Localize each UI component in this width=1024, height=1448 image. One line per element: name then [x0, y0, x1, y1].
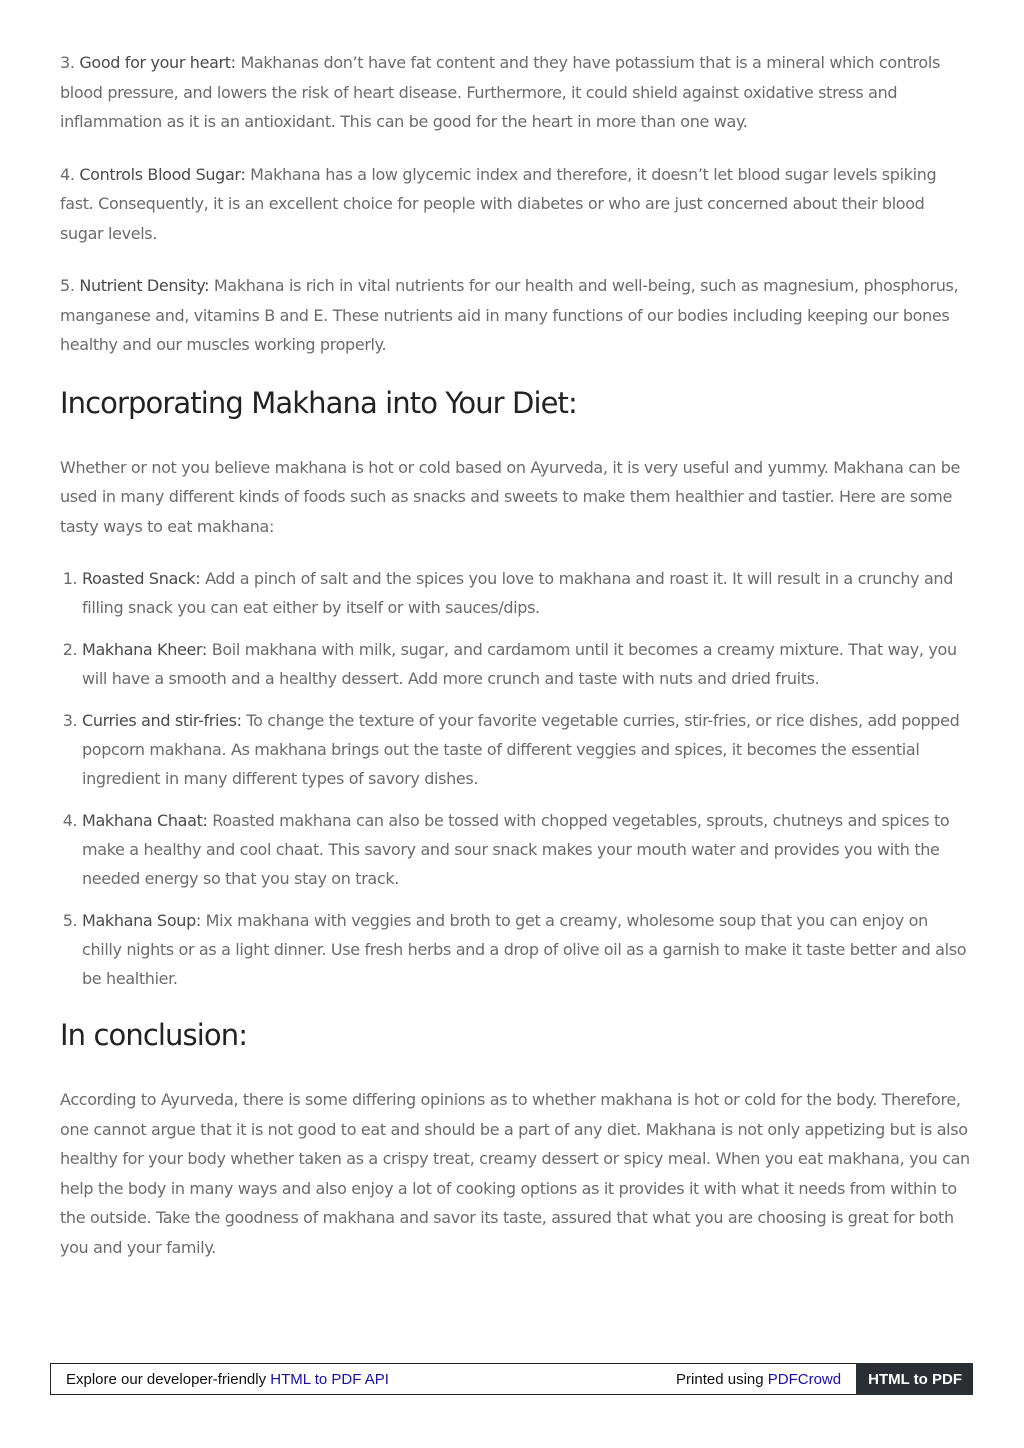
- recipe-title: Curries and stir-fries:: [82, 711, 242, 730]
- footer-left: [51, 1371, 676, 1388]
- benefit-paragraph: [60, 160, 970, 249]
- diet-intro-paragraph: Whether or not you believe makhana is hot or cold based on Ayurveda, it is very useful and yummy. Makhana can be used in many different kinds of foods such as snacks and sweets to make them healthier and tastier. Here are some tasty ways to eat makhana:: [60, 457, 961, 536]
- recipe-title: Roasted Snack:: [82, 569, 201, 588]
- recipe-list-item: [82, 706, 970, 793]
- recipe-list-item: [82, 806, 970, 893]
- footer-right: [676, 1371, 856, 1388]
- footer-left-text: Explore our developer-friendly: [66, 1370, 271, 1388]
- benefit-title: Good for your heart:: [79, 53, 236, 72]
- recipe-list-item: [82, 564, 970, 622]
- benefit-number: 3.: [60, 53, 75, 72]
- recipe-list-item: [82, 635, 970, 693]
- pdfcrowd-link[interactable]: PDFCrowd: [767, 1370, 842, 1388]
- section-heading-conclusion: In conclusion:: [60, 1018, 248, 1052]
- recipe-text: Add a pinch of salt and the spices you love to makhana and roast it. It will result in a crunchy and filling snack you can eat either by itself or with sauces/dips.: [82, 569, 954, 617]
- recipe-list-item: [82, 906, 970, 993]
- recipe-title: Makhana Kheer:: [82, 640, 207, 659]
- recipe-title: Makhana Chaat:: [82, 811, 208, 830]
- recipe-title: Makhana Soup:: [82, 911, 201, 930]
- conclusion-paragraph: According to Ayurveda, there is some differing opinions as to whether makhana is hot or cold for the body. Therefore, one cannot argue that it is not good to eat and should be a part of any diet. Makhana is not only appetizing but is also healthy for your body whether taken as a crispy treat, creamy dessert or spicy meal. When you eat makhana, you can help the body in many ways and also enjoy a lot of cooking options as it provides it with what it needs from within to the outside. Take the goodness of makhana and savor its taste, assured that what you are choosing is great for both you and your family.: [60, 1090, 970, 1257]
- benefit-text: Makhana has a low glycemic index and therefore, it doesn’t let blood sugar levels spiking fast. Consequently, it is an excellent choice for people with diabetes or who are just concerned about their blood sugar levels.: [60, 164, 937, 243]
- section-heading-diet: Incorporating Makhana into Your Diet:: [60, 385, 577, 420]
- benefit-title: Nutrient Density:: [79, 276, 210, 295]
- recipe-text: Mix makhana with veggies and broth to get a creamy, wholesome soup that you can enjoy on chilly nights or as a light dinner. Use fresh herbs and a drop of olive oil as a garnish to make it taste better and also be healthier.: [82, 911, 967, 988]
- benefit-number: 5.: [60, 276, 75, 295]
- benefit-paragraph: [60, 48, 970, 137]
- article-content: [60, 48, 970, 1285]
- recipe-text: Boil makhana with milk, sugar, and cardamom until it becomes a creamy mixture. That way, you will have a smooth and a healthy dessert. Add more crunch and taste with nuts and dried fruits.: [82, 640, 957, 688]
- benefit-title: Controls Blood Sugar:: [79, 164, 246, 184]
- benefit-number: 4.: [60, 164, 75, 184]
- recipe-text: Roasted makhana can also be tossed with chopped vegetables, sprouts, chutneys and spices to make a healthy and cool chaat. This savory and sour snack makes your mouth water and provides you with the needed energy so that you stay on track.: [82, 811, 950, 888]
- footer-right-text: Printed using: [676, 1370, 768, 1388]
- benefit-text: Makhana is rich in vital nutrients for our health and well-being, such as magnesium, phosphorus, manganese and, vitamins B and E. These nutrients aid in many functions of our bodies including keeping our bones healthy and our muscles working properly.: [60, 276, 959, 354]
- recipe-list: [60, 564, 970, 993]
- benefit-paragraph: [60, 271, 970, 360]
- pdf-footer-bar: [50, 1363, 973, 1395]
- html-to-pdf-badge-button[interactable]: HTML to PDF: [856, 1363, 973, 1395]
- html-to-pdf-api-link[interactable]: HTML to PDF API: [270, 1370, 389, 1388]
- benefit-text: Makhanas don’t have fat content and they have potassium that is a mineral which controls blood pressure, and lowers the risk of heart disease. Furthermore, it could shield against oxidative stress and inflammation as it is an antioxidant. This can be good for the heart in more than one way.: [60, 53, 940, 131]
- recipe-text: To change the texture of your favorite vegetable curries, stir-fries, or rice dishes, add popped popcorn makhana. As makhana brings out the taste of different veggies and spices, it becomes the essential ingredient in many different types of savory dishes.: [82, 711, 960, 788]
